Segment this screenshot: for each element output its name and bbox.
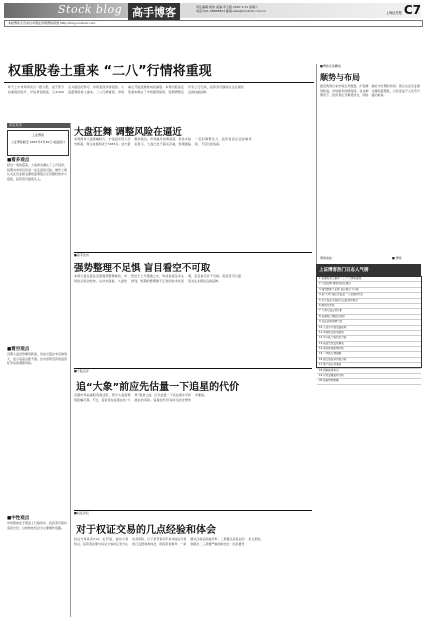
lead-body: 昨天上午市场再次以一根大阳，由于部分权重股的拉升，沪指再创新高，以3,000点为最后的争夺，市场表现非常强劲。大盘蓝筹股卷土重来，二八行情重现，市场重心开始逐渐转向权重股。本周内股指走势基本确认了市场强势格局，短期调整后仍有上行空间，投资者可继续关注业绩优良的权重品种。	[8, 85, 244, 94]
hot-list-rows	[317, 277, 421, 385]
hot-list-row: 5 对于权证交易的几点经验和体会	[317, 299, 421, 304]
hot-list-row: 6 顺势与布局	[317, 304, 421, 309]
info-line-2: 电话:021-58858823 邮箱:zwei@cnstock.com.cn	[196, 9, 267, 13]
hot-list-title: 上证博客热门日志人气榜	[319, 268, 369, 273]
stat-box	[7, 130, 69, 156]
hot-list-row: 15 一季报行情前瞻	[317, 352, 421, 357]
story1-body: 本周两市大盘涨幅较大，沪指盘中创下历史新高，周五收盘报收于3183点。成交量维持高位，市场做多热情高涨。但技术指标显示，大盘已处于超买区域，短期面临一定的调整压力。投资者需注意控制风险，不宜过度追高。	[74, 137, 252, 146]
paper-name: 上海证券报	[385, 11, 402, 15]
hot-list-row: 7 下周大盘走势分析	[317, 309, 421, 314]
section-script-title: Stock blog	[58, 3, 123, 16]
masthead-info	[196, 5, 316, 13]
lead-headline: 权重股卷土重来 “二八”行情将重现	[8, 64, 212, 79]
hot-list-row: 12 中小板个股机会分析	[317, 336, 421, 341]
hot-list-row: 19 有色金属板块分析	[317, 374, 421, 379]
story3-headline: 追“大象”前应先估量一下追星的代价	[76, 382, 240, 393]
hot-list-row: 4 追“大象”前应先估量一下追星的代价	[317, 293, 421, 298]
neutral-view-body: 市场整体处于震荡上行格局中，投资者可保持适度仓位，以结构性机会为主要操作思路。	[7, 521, 67, 530]
bear-view-body: 近期大盘虽然屡创新高，但成交量并未有效放大，显示追高意愿不强。后市需防范获利盘回吐带来的调整风险。	[7, 352, 67, 366]
right-headline: 顺势与布局	[320, 73, 360, 82]
hot-list-row: 10 人民币升值受益板块	[317, 326, 421, 331]
bull-view-body: 经过一周的震荡，大盘再次确认了上升趋势，短期内市场仍有进一步走高的可能。操作上建议关注有业绩支撑的蓝筹股以及有题材的中小盘股，投资者可逢低买入。	[7, 163, 67, 181]
story4-body: 权证交易具有T+0、杠杆高、波动大等特点，投资者在参与权证交易时应充分认识其风险。以下是笔者多年来对权证交易的几点经验和体会，供投资者参考：一是要关注权证的溢价率；二是要注意权证的到期日；三是要严格控制仓位；四是要设好止损位。	[74, 537, 264, 546]
hot-list-row: 11 市场热点轮动加快	[317, 331, 421, 336]
section-title: 高手博客	[128, 3, 180, 21]
hot-list-row: 13 基金仓位变化解读	[317, 342, 421, 347]
story1-headline: 大盘狂舞 调整风险在逼近	[74, 127, 182, 138]
duokong-bar: 多空对决	[7, 123, 71, 128]
story3-tag: ■个股点评	[74, 369, 89, 373]
hot-list-row: 9 关注业绩预增个股	[317, 320, 421, 325]
stat-text: 上证博客截至 2007年3月30日 收盘统计	[10, 139, 66, 144]
stat-box-sub: 上证博客	[31, 133, 44, 137]
ad-line: 本版博客文章来自中国证券网博客频道 http://blog.cnstock.com	[8, 21, 96, 25]
story2-body: 本周大盘在高位呈现强势整理格局，市场热点轮动较快。从技术面看，大盘依然处于上升通道之中，均线系统呈多头排列，短期的整理属于正常的技术性回调，盲目看空并不可取。投资者可以逢低关注业绩优良的品种。	[74, 274, 241, 283]
hot-list-row: 16 银行股投资价值分析	[317, 358, 421, 363]
hot-list-row: 14 两会政策影响分析	[317, 347, 421, 352]
story3-rule	[74, 368, 312, 369]
bear-view-heading: ■看空观点	[7, 347, 30, 352]
ad-line-box	[4, 20, 423, 27]
hot-list-row: 20 新股申购策略	[317, 379, 421, 384]
hot-list-row: 2 大盘狂舞 调整风险在逼近	[317, 282, 421, 287]
story2-rule	[74, 252, 312, 253]
story4-headline: 对于权证交易的几点经验和体会	[76, 525, 216, 536]
hot-list-row: 3 强势整理不足惧 盲目看空不可取	[317, 288, 421, 293]
hot-list-row: 18 钢铁板块机会	[317, 369, 421, 374]
story2-headline: 强势整理不足惧 盲目看空不可取	[74, 263, 211, 274]
lead-rule	[4, 82, 314, 83]
page-number	[386, 3, 421, 17]
hot-list-table	[316, 276, 422, 383]
story3-body: 近期市场权重股表现活跃，部分大盘蓝筹股涨幅可观。不过，投资者在追涨这些“大象”股票之前，应先估量一下其估值水平和潜在的风险。追星的代价有时可能比想象中要高。	[74, 393, 208, 402]
neutral-view-heading: ■中性观点	[7, 516, 30, 521]
right-blog-url-label: 博客地址:	[320, 256, 334, 260]
right-tag: ■博客名家精选	[320, 64, 341, 68]
hot-list-header	[316, 264, 421, 276]
page-number-value: C7	[403, 3, 421, 17]
story2-tag: ■高手论市	[74, 253, 89, 257]
story4-tag: ■权证论坛	[74, 511, 89, 515]
hot-list-row: 1 权重股卷土重来 “二八”行情将重现	[317, 277, 421, 282]
left-column-divider	[70, 123, 71, 617]
hot-list-row: 17 地产股走势展望	[317, 363, 421, 368]
story4-rule	[74, 510, 312, 511]
bull-view-heading: ■看多观点	[7, 158, 30, 163]
right-byline: ■ 博客	[392, 256, 402, 260]
right-body: 最近两周以来市场走势强劲，沪指屡创新高，市场做多热情高涨。在这种情况下，投资者应当顺势而为，同时做好中长期的布局。建议关注有业绩支撑的蓝筹股，以及受益于人民币升值的板块。	[320, 84, 420, 98]
info-line-1: 责任编辑:周伟 美编:李玉强 2007.3.31 星期六	[196, 5, 259, 9]
hot-list-row: 8 蓝筹股行情能否持续	[317, 315, 421, 320]
